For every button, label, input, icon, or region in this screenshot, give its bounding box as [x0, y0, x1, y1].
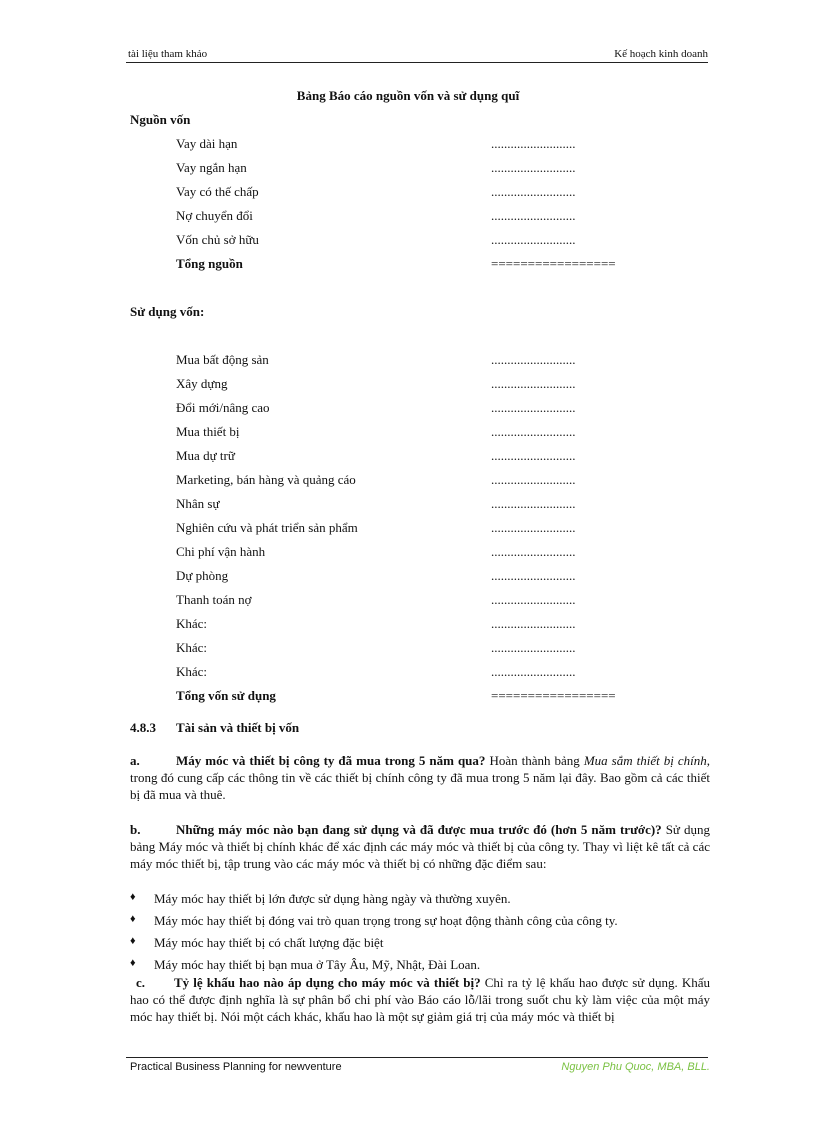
- row-value: ..........................: [491, 376, 576, 391]
- header-left: tài liệu tham khảo: [128, 48, 208, 60]
- list-item: [176, 400, 696, 420]
- footer-right: Nguyen Phu Quoc, MBA, BLL.: [561, 1061, 710, 1073]
- row-label: Xây dựng: [176, 376, 228, 391]
- list-item: [176, 208, 696, 228]
- total-label: Tổng vốn sử dụng: [176, 688, 276, 703]
- row-value: ..........................: [491, 616, 576, 631]
- row-label: Đổi mới/nâng cao: [176, 400, 270, 415]
- total-value: =================: [491, 256, 616, 271]
- list-item: [176, 232, 696, 252]
- row-label: Khác:: [176, 640, 208, 655]
- diamond-bullet-icon: ♦: [130, 935, 136, 947]
- row-value: ..........................: [491, 640, 576, 655]
- uses-heading: Sử dụng vốn:: [130, 304, 205, 319]
- row-label: Vay ngắn hạn: [176, 160, 247, 175]
- paragraph-b: [130, 821, 710, 872]
- list-item: [130, 913, 710, 933]
- list-item: [176, 664, 696, 684]
- list-item: [176, 136, 696, 156]
- row-label: Marketing, bán hàng và quảng cáo: [176, 472, 356, 487]
- list-item: [176, 568, 696, 588]
- row-value: ..........................: [491, 160, 576, 175]
- row-value: ..........................: [491, 472, 576, 487]
- list-item: [176, 640, 696, 660]
- section-number: 4.8.3: [130, 720, 156, 735]
- uses-total-row: [176, 688, 696, 708]
- row-value: ..........................: [491, 136, 576, 151]
- row-value: ..........................: [491, 496, 576, 511]
- paragraph-a: [130, 752, 710, 803]
- list-item: [176, 520, 696, 540]
- row-label: Vay dài hạn: [176, 136, 238, 151]
- row-label: Nghiên cứu và phát triển sản phẩm: [176, 520, 358, 535]
- row-value: ..........................: [491, 424, 576, 439]
- row-value: ..........................: [491, 568, 576, 583]
- list-item: [176, 448, 696, 468]
- paragraph-text: Sử dụng bảng Máy móc và thiết bị chính khác để xác định các máy móc và thiết bị của công ty. Thay vì liệt kê tất cả các máy móc thiết bị, tập trung vào các máy móc và thiết bị có những đặc điểm sau:: [130, 822, 710, 871]
- paragraph-question: Máy móc và thiết bị công ty đã mua trong 5 năm qua?: [176, 753, 486, 768]
- row-label: Chi phí vận hành: [176, 544, 266, 559]
- row-value: ..........................: [491, 352, 576, 367]
- bullet-text: Máy móc hay thiết bị đóng vai trò quan trọng trong sự hoạt động thành công của công ty.: [154, 913, 618, 928]
- paragraph-text: Hoàn thành bảng: [485, 753, 584, 768]
- row-value: ..........................: [491, 232, 576, 247]
- paragraph-question: Tỷ lệ khấu hao nào áp dụng cho máy móc và thiết bị?: [174, 975, 481, 990]
- row-label: Nhân sự: [176, 496, 220, 511]
- paragraph-text: , trong đó cung cấp các thông tin về các thiết bị chính công ty đã mua trong 5 năm lại đây. Bao gồm cả các thiết bị đã mua và thuê.: [130, 753, 711, 802]
- paragraph-text: Chỉ ra tỷ lệ khấu hao được sử dụng. Khấu hao có thể được định nghĩa là sự phân bổ chi phí vào Báo cáo lỗ/lãi trong suốt chu kỳ làm việc của một máy móc hay thiết bị. Nói một cách khác, khấu hao là một sự giảm giá trị của máy móc và thiết bị: [130, 975, 710, 1024]
- list-item: [130, 891, 710, 911]
- list-item: [176, 472, 696, 492]
- row-label: Mua thiết bị: [176, 424, 240, 439]
- row-label: Vốn chủ sở hữu: [176, 232, 259, 247]
- footer-divider: [126, 1057, 708, 1058]
- row-label: Dự phòng: [176, 568, 229, 583]
- total-label: Tổng nguồn: [176, 256, 243, 271]
- list-item: [176, 376, 696, 396]
- list-item: [176, 496, 696, 516]
- page-title: Bảng Báo cáo nguồn vốn và sử dụng quĩ: [296, 88, 520, 103]
- row-value: ..........................: [491, 184, 576, 199]
- list-item: [176, 160, 696, 180]
- diamond-bullet-icon: ♦: [130, 913, 136, 925]
- row-label: Vay có thế chấp: [176, 184, 259, 199]
- bullet-text: Máy móc hay thiết bị bạn mua ở Tây Âu, Mỹ, Nhật, Đài Loan.: [154, 957, 481, 972]
- list-item: [130, 935, 710, 955]
- sources-total-row: [176, 256, 696, 276]
- total-value: =================: [491, 688, 616, 703]
- header-divider: [126, 62, 708, 63]
- list-item: [176, 424, 696, 444]
- paragraph-c: [130, 974, 710, 1025]
- row-label: Mua bất động sản: [176, 352, 269, 367]
- row-value: ..........................: [491, 520, 576, 535]
- diamond-bullet-icon: ♦: [130, 891, 136, 903]
- row-value: ..........................: [491, 664, 576, 679]
- row-value: ..........................: [491, 208, 576, 223]
- row-label: Thanh toán nợ: [176, 592, 252, 607]
- list-item: [176, 616, 696, 636]
- paragraph-question: Những máy móc nào bạn đang sử dụng và đã được mua trước đó (hơn 5 năm trước)?: [176, 822, 662, 837]
- row-value: ..........................: [491, 400, 576, 415]
- bullet-text: Máy móc hay thiết bị có chất lượng đặc biệt: [154, 935, 384, 950]
- sources-heading: Nguồn vốn: [130, 112, 191, 127]
- bullet-text: Máy móc hay thiết bị lớn được sử dụng hàng ngày và thường xuyên.: [154, 891, 511, 906]
- footer-left: Practical Business Planning for newventure: [130, 1061, 342, 1073]
- row-label: Nợ chuyển đổi: [176, 208, 253, 223]
- row-label: Khác:: [176, 616, 208, 631]
- section-title: Tài sản và thiết bị vốn: [176, 720, 300, 735]
- list-item: [176, 184, 696, 204]
- paragraph-number: a.: [130, 753, 140, 768]
- row-label: Khác:: [176, 664, 208, 679]
- paragraph-italic: Mua sắm thiết bị chính: [583, 753, 707, 768]
- row-value: ..........................: [491, 544, 576, 559]
- list-item: [176, 592, 696, 612]
- list-item: [176, 544, 696, 564]
- row-value: ..........................: [491, 592, 576, 607]
- row-label: Mua dự trữ: [176, 448, 235, 463]
- diamond-bullet-icon: ♦: [130, 957, 136, 969]
- paragraph-number: b.: [130, 822, 141, 837]
- header-right: Kế hoạch kinh doanh: [614, 48, 708, 60]
- list-item: [176, 352, 696, 372]
- paragraph-number: c.: [136, 975, 146, 990]
- row-value: ..........................: [491, 448, 576, 463]
